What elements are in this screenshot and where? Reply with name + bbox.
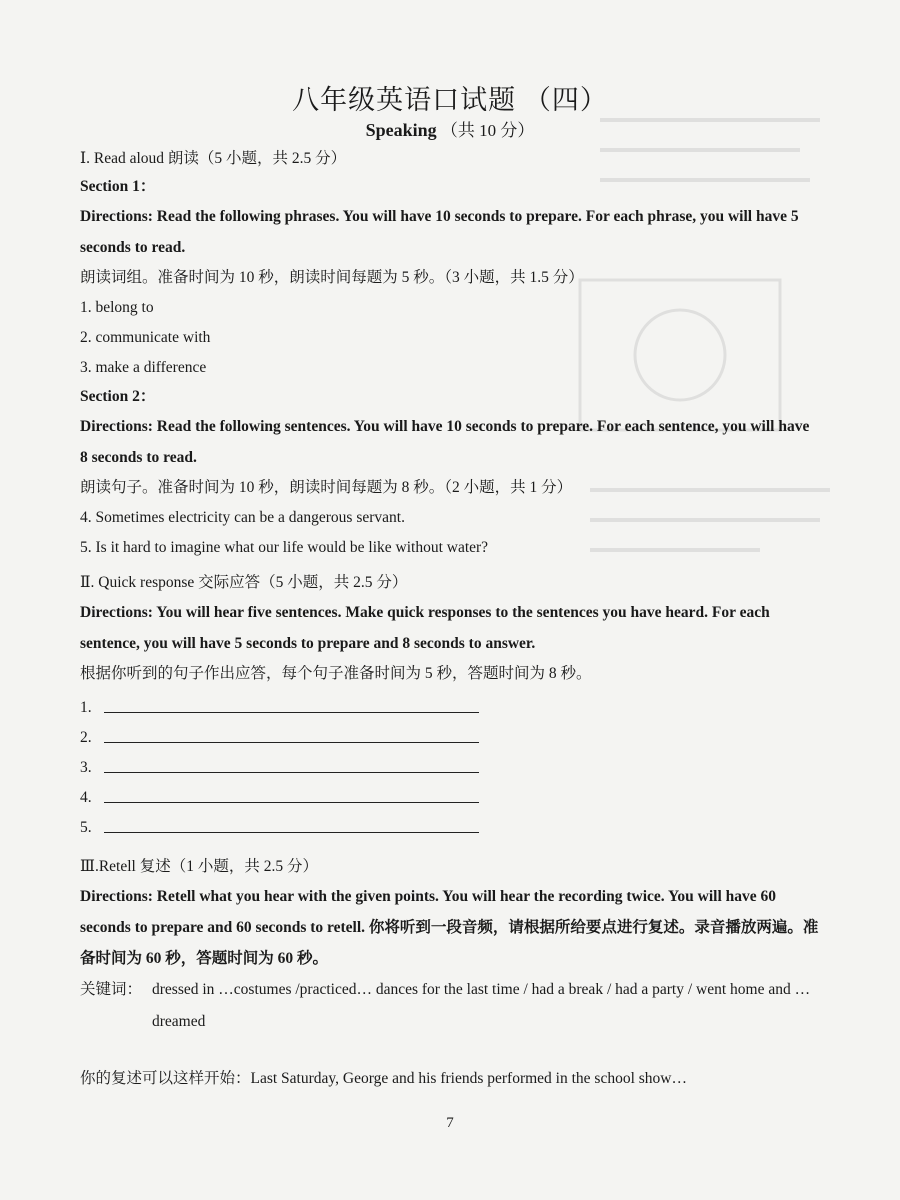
exam-body (80, 145, 820, 1094)
answer-line[interactable] (104, 692, 479, 713)
section-2-instruction: 根据你听到的句子作出应答，每个句子准备时间为 5 秒，答题时间为 8 秒。 (80, 665, 592, 682)
page-number: 7 (446, 1115, 454, 1131)
phrase-item: 1. belong to (80, 299, 154, 316)
answer-number: 5. (80, 819, 92, 836)
section-1-part-1-label: Section 1： (80, 178, 156, 195)
exam-title: 八年级英语口试题 （四） (292, 85, 608, 115)
keywords-label: 关键词： (80, 981, 143, 998)
speaking-total-score: （共 10 分） (440, 121, 535, 140)
exam-subtitle (0, 116, 900, 141)
retell-start-prompt: 你的复述可以这样开始：Last Saturday, George and his friends performed in the school show… (80, 1070, 687, 1087)
phrase-item: 3. make a difference (80, 359, 207, 376)
section-1-part-2-instruction: 朗读句子。准备时间为 10 秒，朗读时间每题为 8 秒。（2 小题，共 1 分） (80, 479, 573, 496)
section-3-heading: Ⅲ.Retell 复述（1 小题，共 2.5 分） (80, 858, 318, 875)
answer-line[interactable] (104, 782, 479, 803)
section-2-heading: Ⅱ. Quick response 交际应答（5 小题，共 2.5 分） (80, 574, 408, 591)
answer-number: 2. (80, 729, 92, 746)
answer-number: 1. (80, 699, 92, 716)
phrase-item: 2. communicate with (80, 329, 211, 346)
answer-blank-row (80, 809, 820, 839)
sentence-item: 4. Sometimes electricity can be a dangerous servant. (80, 509, 405, 526)
section-1-part-2-label: Section 2： (80, 388, 156, 405)
sentence-item: 5. Is it hard to imagine what our life would be like without water? (80, 539, 489, 556)
answer-blank-row (80, 689, 820, 719)
keywords-text: dressed in …costumes /practiced… dances for the last time / had a break / had a party / went home and …dreamed (152, 981, 811, 1030)
section-1-part-1-directions: Directions: Read the following phrases. You will have 10 seconds to prepare. For each phrase, you will have 5 seconds to read. (80, 208, 799, 256)
section-1-part-2-directions: Directions: Read the following sentences. You will have 10 seconds to prepare. For each sentence, you will have 8 seconds to read. (80, 418, 810, 466)
answer-line[interactable] (104, 722, 479, 743)
answer-blank-row (80, 779, 820, 809)
answer-number: 4. (80, 789, 92, 806)
keywords-block (80, 974, 820, 1038)
section-2-directions: Directions: You will hear five sentences. Make quick responses to the sentences you have heard. For each sentence, you will have 5 seconds to prepare and 8 seconds to answer. (80, 604, 770, 652)
answer-number: 3. (80, 759, 92, 776)
section-1-part-1-instruction: 朗读词组。准备时间为 10 秒，朗读时间每题为 5 秒。（3 小题，共 1.5 分） (80, 269, 584, 286)
speaking-label: Speaking (365, 120, 437, 140)
answer-line[interactable] (104, 752, 479, 773)
answer-blank-row (80, 749, 820, 779)
answer-blank-row (80, 719, 820, 749)
answer-line[interactable] (104, 812, 479, 833)
section-3-directions: Directions: Retell what you hear with the given points. You will hear the recording twice. You will have 60 seconds to prepare and 60 seconds to retell. 你将听到一段音频，请根据所给要点进行复述。录音播放两遍。准备时间为 60 秒，答题时间为 60 秒。 (80, 888, 819, 967)
section-1-heading: Ⅰ. Read aloud 朗读（5 小题，共 2.5 分） (80, 150, 347, 167)
